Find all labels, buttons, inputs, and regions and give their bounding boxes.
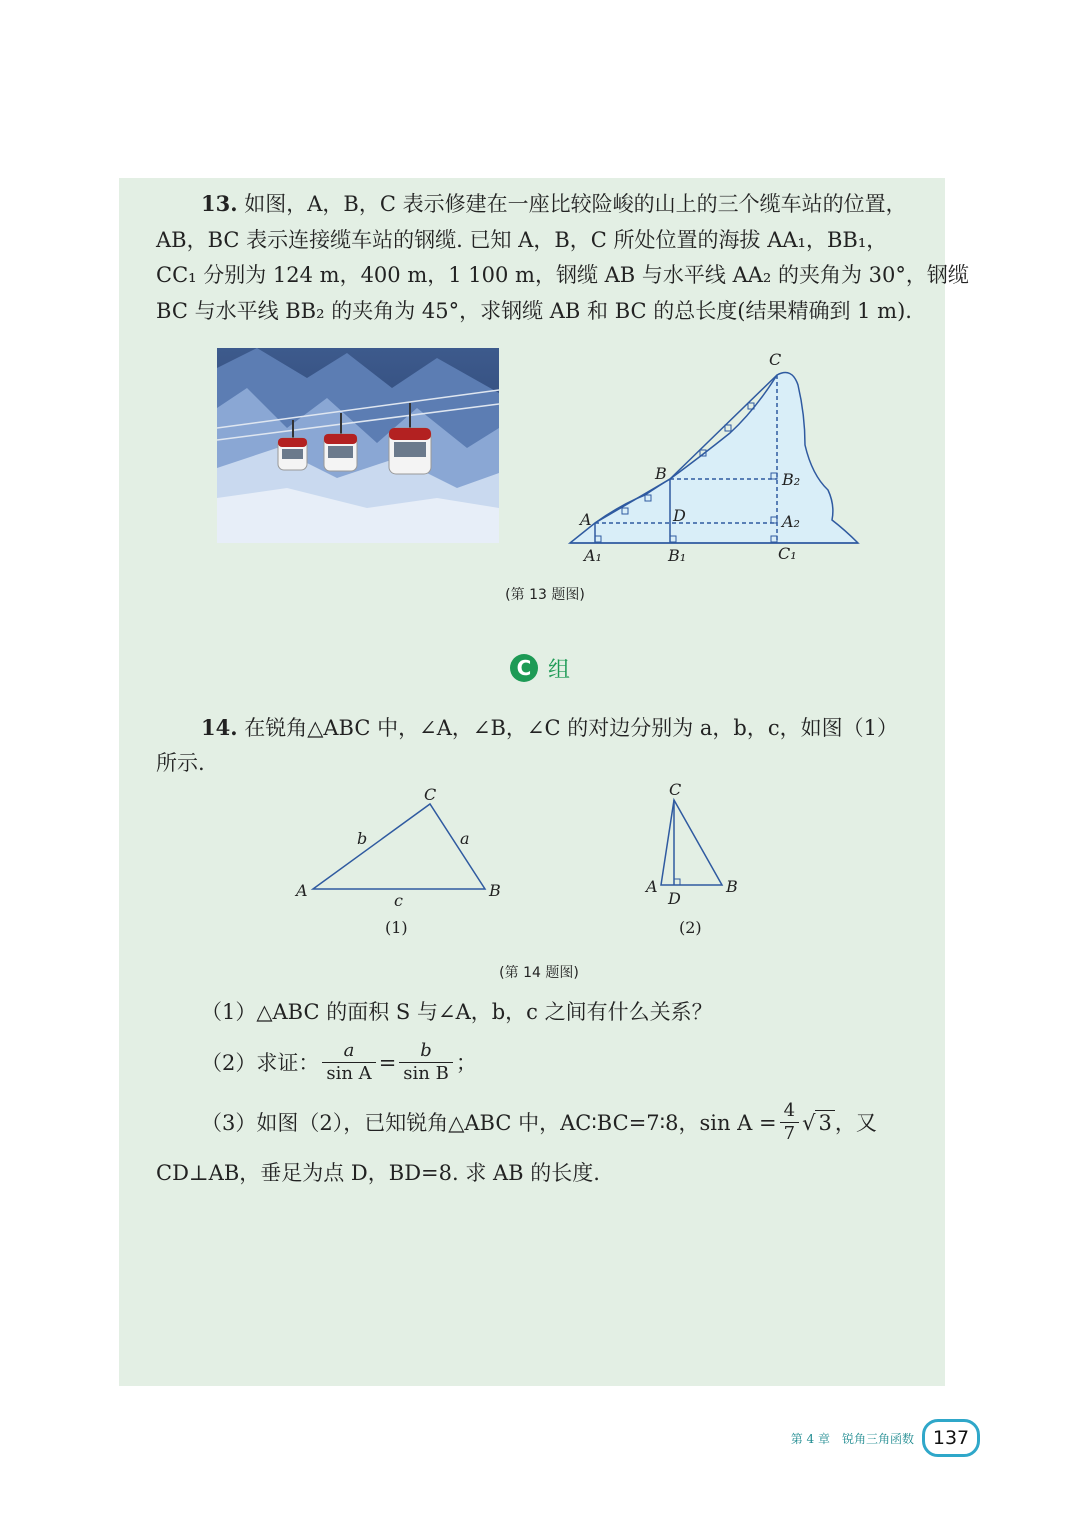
problem-13-line-2: AB，BC 表示连接缆车站的钢缆. 已知 A，B，C 所处位置的海拔 AA₁，BB₁，	[156, 228, 888, 252]
label-a: A	[580, 510, 592, 529]
fig2-label-b: B	[726, 877, 738, 896]
mountain-diagram	[560, 345, 870, 575]
q3-fraction	[780, 1100, 799, 1145]
fig2-caption: (2)	[679, 918, 702, 937]
fig1-label-a: A	[296, 881, 308, 900]
fig1-label-b: B	[489, 881, 501, 900]
problem-13-line-3: CC₁ 分别为 124 m，400 m，1 100 m，钢缆 AB 与水平线 AA₂ 的夹角为 30°，钢缆	[156, 263, 969, 287]
q2-right-denominator: sin B	[403, 1063, 449, 1084]
label-a1: A₁	[584, 546, 602, 565]
chapter-title: 第 4 章 锐角三角函数	[790, 1431, 914, 1446]
q2-right-numerator: b	[399, 1040, 453, 1063]
q3-prefix: （3）如图（2），已知锐角△ABC 中，AC∶BC=7∶8，sin A =	[201, 1110, 777, 1135]
problem-13-text-1: 如图，A，B，C 表示修建在一座比较险峻的山上的三个缆车站的位置，	[244, 192, 907, 216]
triangle-figure-1	[290, 780, 520, 945]
fig1-side-b: b	[357, 829, 368, 848]
fig1-side-c: c	[394, 891, 403, 910]
q2-left-numerator: a	[322, 1040, 375, 1063]
triangle-2-shape	[661, 800, 722, 885]
q3-sqrt: √ 3	[802, 1105, 835, 1141]
problem-13-line-1	[201, 186, 907, 222]
q3-suffix: ，又	[834, 1110, 877, 1135]
fig1-label-c: C	[424, 785, 437, 804]
problem-14-line-2: 所示.	[156, 751, 205, 775]
label-c: C	[769, 350, 782, 369]
label-a2: A₂	[782, 512, 800, 531]
problem-13-line-4: BC 与水平线 BB₂ 的夹角为 45°，求钢缆 AB 和 BC 的总长度(结果精确到 1 m).	[156, 299, 912, 323]
fig1-caption: (1)	[385, 918, 408, 937]
triangle-figure-2	[640, 775, 750, 945]
q2-equals: =	[378, 1050, 397, 1075]
problem-13-caption: (第 13 题图)	[505, 587, 585, 603]
cable-car-photo	[217, 348, 499, 543]
problem-14-number: 14.	[201, 715, 238, 740]
page-number-badge: 137	[922, 1419, 980, 1457]
mountain-fill	[570, 373, 858, 543]
problem-14-caption: (第 14 题图)	[499, 965, 579, 981]
q2-fraction-left	[322, 1040, 375, 1085]
problem-14-q1: （1）△ABC 的面积 S 与∠A，b，c 之间有什么关系？	[201, 1000, 713, 1024]
problem-14-line-1	[201, 710, 898, 746]
fig2-label-d: D	[668, 889, 681, 908]
group-c-label: 组	[548, 657, 571, 683]
q2-left-denominator: sin A	[326, 1063, 372, 1084]
label-b: B	[655, 464, 667, 483]
page-footer	[791, 1420, 980, 1456]
label-b1: B₁	[668, 546, 687, 565]
fig2-label-a: A	[646, 877, 658, 896]
group-c-badge: C	[510, 654, 538, 682]
label-b2: B₂	[782, 470, 801, 489]
label-c1: C₁	[778, 544, 797, 563]
group-c-heading	[510, 652, 570, 684]
q3-fraction-denominator: 7	[783, 1123, 796, 1144]
problem-14-intro-1: 在锐角△ABC 中，∠A，∠B，∠C 的对边分别为 a，b，c，如图（1）	[244, 716, 899, 740]
fig2-label-c: C	[669, 780, 682, 799]
label-d: D	[673, 506, 686, 525]
problem-13-number: 13.	[201, 191, 238, 216]
problem-14-q3-line-2: CD⊥AB，垂足为点 D，BD=8. 求 AB 的长度.	[156, 1161, 600, 1185]
q2-suffix: ；	[455, 1050, 477, 1075]
fig1-side-a: a	[460, 829, 470, 848]
q2-prefix: （2）求证：	[201, 1050, 320, 1075]
problem-14-q3-line-1	[201, 1100, 877, 1145]
q2-fraction-right	[399, 1040, 453, 1085]
problem-14-q2	[201, 1040, 477, 1085]
q3-fraction-numerator: 4	[780, 1100, 799, 1123]
cable-car-photo-drawing	[217, 348, 499, 543]
q3-sqrt-radicand: 3	[815, 1110, 834, 1135]
right-angle-d	[674, 879, 680, 885]
